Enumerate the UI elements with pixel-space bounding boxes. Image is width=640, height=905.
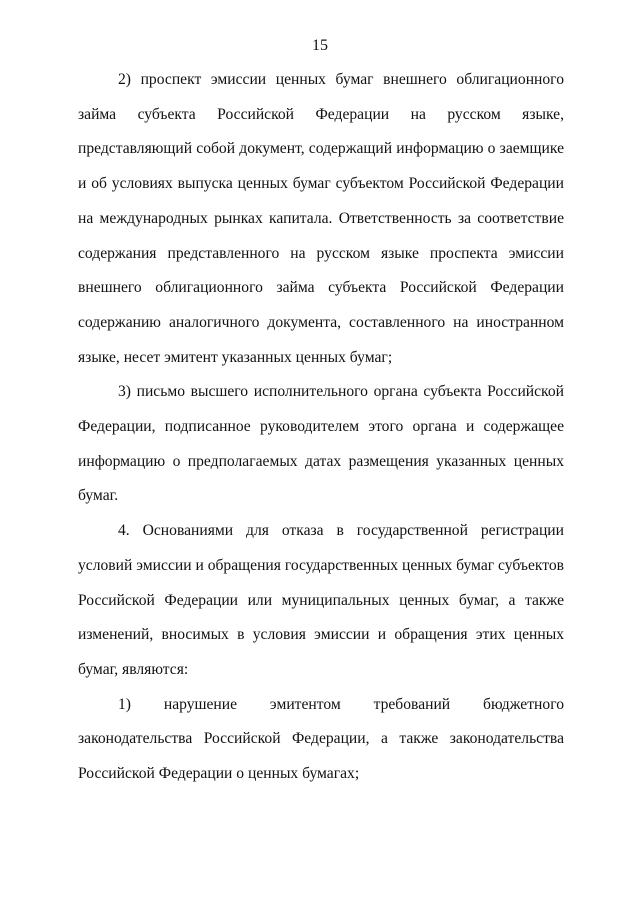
document-body [78, 63, 564, 792]
paragraph-eurobond-prospectus: 2) проспект эмиссии ценных бумаг внешнего облигационного займа субъекта Российской Федерации на русском языке, представляющий собой документ, содержащий информацию о заемщике и об условиях выпуска ценных бумаг субъектом Российской Федерации на международных рынках капитала. Ответственность за соответствие содержания представленного на русском языке проспекта эмиссии внешнего облигационного займа субъекта Российской Федерации содержанию аналогичного документа, составленного на иностранном языке, несет эмитент указанных ценных бумаг; [78, 71, 564, 366]
paragraph-executive-letter: 3) письмо высшего исполнительного органа субъекта Российской Федерации, подписанное руководителем этого органа и содержащее информацию о предполагаемых датах размещения указанных ценных бумаг. [78, 383, 564, 505]
paragraph-budget-law-violation: 1) нарушение эмитентом требований бюджетного законодательства Российской Федерации, а также законодательства Российской Федерации о ценных бумагах; [78, 695, 564, 783]
page-number: 15 [312, 37, 328, 54]
paragraph-refusal-grounds: 4. Основаниями для отказа в государственной регистрации условий эмиссии и обращения государственных ценных бумаг субъектов Российской Федерации или муниципальных ценных бумаг, а также изменений, вносимых в условия эмиссии и обращения этих ценных бумаг, являются: [78, 522, 565, 678]
